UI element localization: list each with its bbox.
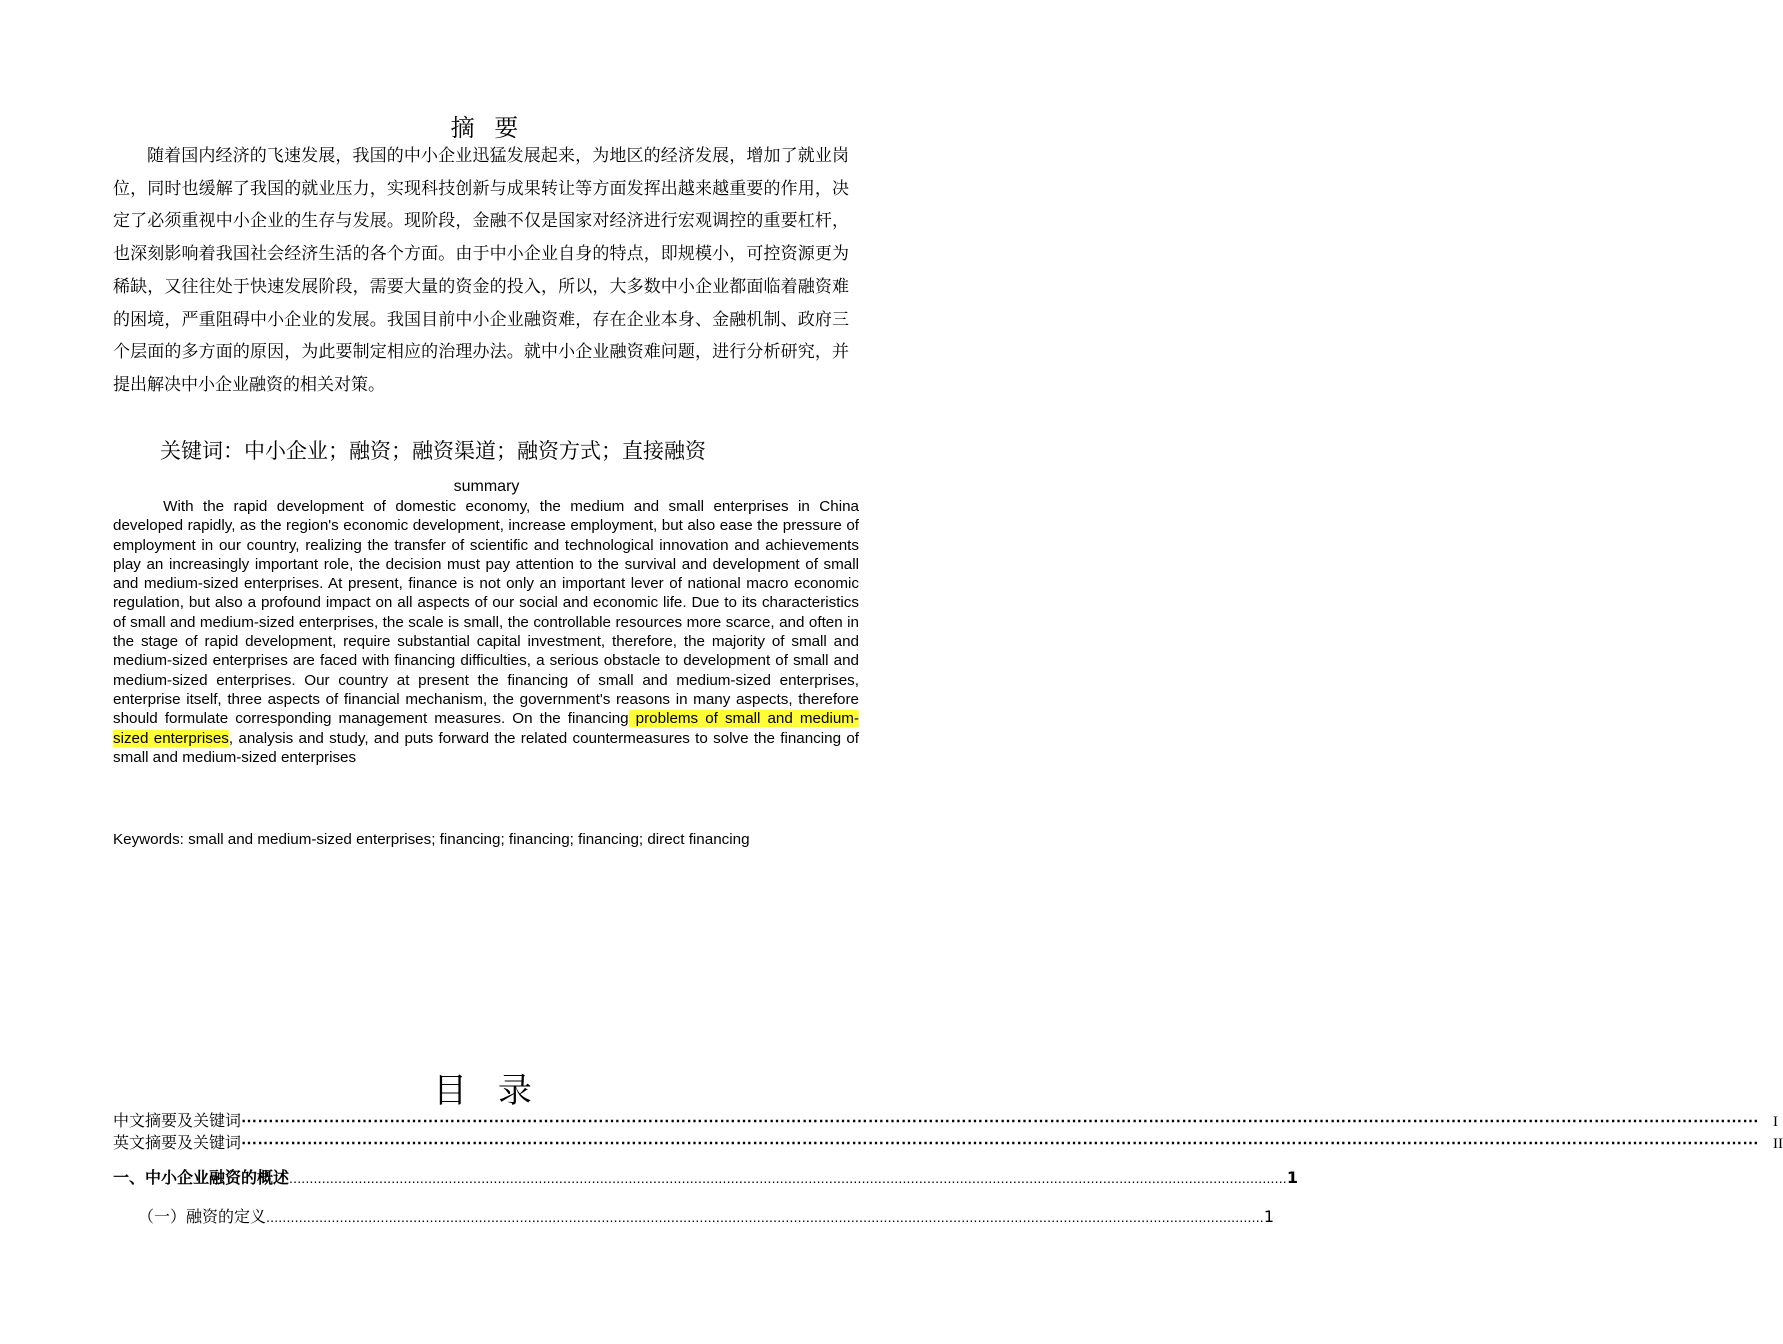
toc-entry-page: II: [1773, 1136, 1783, 1152]
toc-entry-label: （一）融资的定义: [138, 1207, 267, 1226]
abstract-cn-keywords: 关键词：中小企业；融资；融资渠道；融资方式；直接融资: [160, 439, 706, 463]
toc-entry-label: 一、中小企业融资的概述: [113, 1168, 290, 1187]
toc-leader-dots: ⋯⋯⋯⋯⋯⋯⋯⋯⋯⋯⋯⋯⋯⋯⋯⋯⋯⋯⋯⋯⋯⋯⋯⋯⋯⋯⋯⋯⋯⋯⋯⋯⋯⋯⋯⋯⋯⋯⋯⋯⋯⋯⋯⋯⋯⋯⋯⋯⋯⋯⋯⋯⋯⋯⋯⋯⋯⋯⋯⋯⋯⋯⋯⋯⋯⋯⋯⋯⋯⋯⋯⋯⋯⋯⋯⋯⋯⋯⋯⋯⋯⋯⋯⋯⋯⋯⋯⋯⋯⋯⋯⋯: [241, 1133, 1760, 1152]
toc-leader-dots: ....................................................................................................................................................................................................................................................: [266, 1209, 1264, 1225]
abstract-en-body-part2: , analysis and study, and puts forward the related countermeasures to solve the financing of small and medium-sized enterprises: [113, 729, 859, 766]
abstract-cn-body: 随着国内经济的飞速发展，我国的中小企业迅猛发展起来，为地区的经济发展，增加了就业岗位，同时也缓解了我国的就业压力，实现科技创新与成果转让等方面发挥出越来越重要的作用，决定了必须重视中小企业的生存与发展。现阶段，金融不仅是国家对经济进行宏观调控的重要杠杆，也深刻影响着我国社会经济生活的各个方面。由于中小企业自身的特点，即规模小，可控资源更为稀缺，又往往处于快速发展阶段，需要大量的资金的投入，所以，大多数中小企业都面临着融资难的困境，严重阻碍中小企业的发展。我国目前中小企业融资难，存在企业本身、金融机制、政府三个层面的多方面的原因，为此要制定相应的治理办法。就中小企业融资难问题，进行分析研究，并提出解决中小企业融资的相关对策。: [113, 146, 849, 395]
toc-entry[interactable]: [113, 1132, 1783, 1155]
toc-entry-page: 1: [1263, 1207, 1275, 1226]
toc-leader-dots: ....................................................................................................................................................................................................................................................: [289, 1170, 1287, 1186]
abstract-en-keywords: Keywords: small and medium-sized enterprises; financing; financing; financing; direct financing: [113, 831, 750, 848]
toc-title: 目 录: [433, 1071, 542, 1111]
toc-entry-page: I: [1773, 1114, 1779, 1130]
toc-leader-dots: ⋯⋯⋯⋯⋯⋯⋯⋯⋯⋯⋯⋯⋯⋯⋯⋯⋯⋯⋯⋯⋯⋯⋯⋯⋯⋯⋯⋯⋯⋯⋯⋯⋯⋯⋯⋯⋯⋯⋯⋯⋯⋯⋯⋯⋯⋯⋯⋯⋯⋯⋯⋯⋯⋯⋯⋯⋯⋯⋯⋯⋯⋯⋯⋯⋯⋯⋯⋯⋯⋯⋯⋯⋯⋯⋯⋯⋯⋯⋯⋯⋯⋯⋯⋯⋯⋯⋯⋯⋯⋯⋯⋯: [241, 1111, 1760, 1130]
highlighted-text: problems of small and medium-sized enterprises: [113, 710, 859, 747]
toc-entry[interactable]: [138, 1205, 1275, 1229]
toc-entry[interactable]: [113, 1166, 1299, 1190]
abstract-cn-title: 摘 要: [450, 114, 525, 142]
toc-entry-page: 1: [1286, 1168, 1299, 1187]
abstract-en-body: [113, 497, 859, 767]
toc-entry[interactable]: [113, 1110, 1779, 1133]
toc-entry-label: 英文摘要及关键词: [113, 1133, 242, 1152]
abstract-en-title: summary: [453, 478, 520, 495]
toc-entry-label: 中文摘要及关键词: [113, 1111, 242, 1130]
abstract-en-body-part1: With the rapid development of domestic economy, the medium and small enterprises in China developed rapidly, as the region's economic development, increase employment, but also ease the pressure of employment in our country, realizing the transfer of scientific and technological innovation and achievements play an increasingly important role, the decision must pay attention to the survival and development of small and medium-sized enterprises. At present, finance is not only an important lever of national macro economic regulation, but also a profound impact on all aspects of our social and economic life. Due to its characteristics of small and medium-sized enterprises, the scale is small, the controllable resources more scarce, and often in the stage of rapid development, require substantial capital investment, therefore, the majority of small and medium-sized enterprises are faced with financing difficulties, a serious obstacle to development of small and medium-sized enterprises. Our country at present the financing of small and medium-sized enterprises, enterprise itself, three aspects of financial mechanism, the government's reasons in many aspects, therefore should formulate corresponding management measures. On the financing: [113, 498, 859, 728]
